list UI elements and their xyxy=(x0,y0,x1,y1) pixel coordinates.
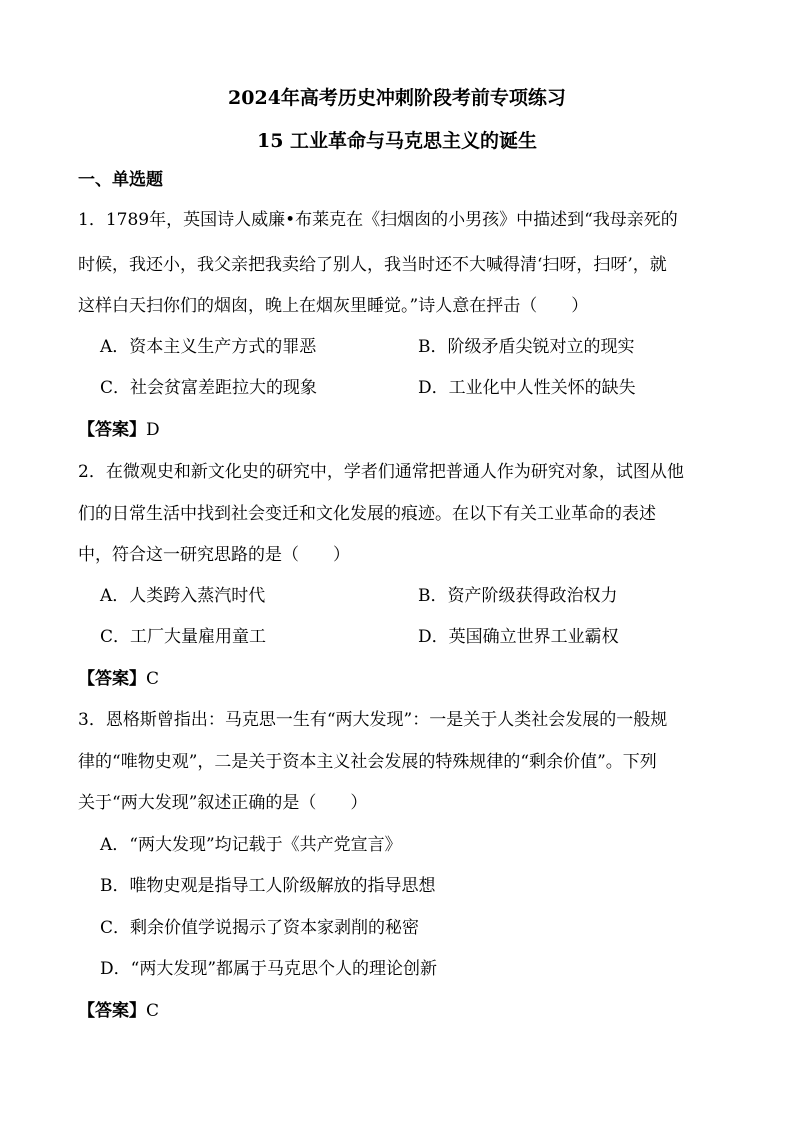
question-2-line-2: 们的日常生活中找到社会变迁和文化发展的痕迹。在以下有关工业革命的表述 xyxy=(78,504,656,524)
question-3-line-2: 律的“唯物史观”，二是关于资本主义社会发展的特殊规律的“剩余价值”。下列 xyxy=(78,752,657,772)
question-1-option-b: B．阶级矛盾尖锐对立的现实 xyxy=(418,337,635,357)
answer-value: C xyxy=(146,1001,160,1021)
question-3-line-3: 关于“两大发现”叙述正确的是（ ） xyxy=(78,793,368,813)
question-1-option-a: A．资本主义生产方式的罪恶 xyxy=(100,337,317,357)
answer-value: D xyxy=(146,420,160,440)
question-2-answer xyxy=(78,667,159,691)
question-2-line-3: 中，符合这一研究思路的是（ ） xyxy=(78,545,350,565)
question-1-answer xyxy=(78,418,160,442)
question-1-option-d: D．工业化中人性关怀的缺失 xyxy=(418,378,636,398)
question-3-line-1: 3．恩格斯曾指出：马克思一生有“两大发现”：一是关于人类社会发展的一般规 xyxy=(78,710,668,730)
question-1-line-3: 这样白天扫你们的烟囱，晚上在烟灰里睡觉。”诗人意在抨击（ ） xyxy=(78,296,589,316)
question-1-option-c: C．社会贫富差距拉大的现象 xyxy=(100,378,318,398)
question-1-line-1: 1．1789年，英国诗人威廉•布莱克在《扫烟囱的小男孩》中描述到“我母亲死的 xyxy=(78,210,678,230)
question-3-option-d: D．“两大发现”都属于马克思个人的理论创新 xyxy=(100,959,438,979)
question-3-option-c: C．剩余价值学说揭示了资本家剥削的秘密 xyxy=(100,918,420,938)
question-1-line-2: 时候，我还小，我父亲把我卖给了别人，我当时还不大喊得清‘扫呀，扫呀’，就 xyxy=(78,255,667,275)
answer-label: 【答案】 xyxy=(78,1001,146,1021)
answer-value: C xyxy=(146,669,160,689)
page-subtitle: 15 工业革命与马克思主义的诞生 xyxy=(256,130,538,152)
question-2-option-a: A．人类跨入蒸汽时代 xyxy=(100,586,266,606)
question-2-option-b: B．资产阶级获得政治权力 xyxy=(418,586,618,606)
question-2-line-1: 2．在微观史和新文化史的研究中，学者们通常把普通人作为研究对象，试图从他 xyxy=(78,462,684,482)
question-3-answer xyxy=(78,999,159,1023)
answer-label: 【答案】 xyxy=(78,669,146,689)
question-2-option-c: C．工厂大量雇用童工 xyxy=(100,627,267,647)
question-3-option-b: B．唯物史观是指导工人阶级解放的指导思想 xyxy=(100,876,436,896)
section-heading: 一、单选题 xyxy=(78,170,163,190)
question-2-option-d: D．英国确立世界工业霸权 xyxy=(418,627,619,647)
page-title: 2024年高考历史冲刺阶段考前专项练习 xyxy=(228,87,566,109)
question-3-option-a: A．“两大发现”均记载于《共产党宣言》 xyxy=(100,835,402,855)
answer-label: 【答案】 xyxy=(78,420,146,440)
